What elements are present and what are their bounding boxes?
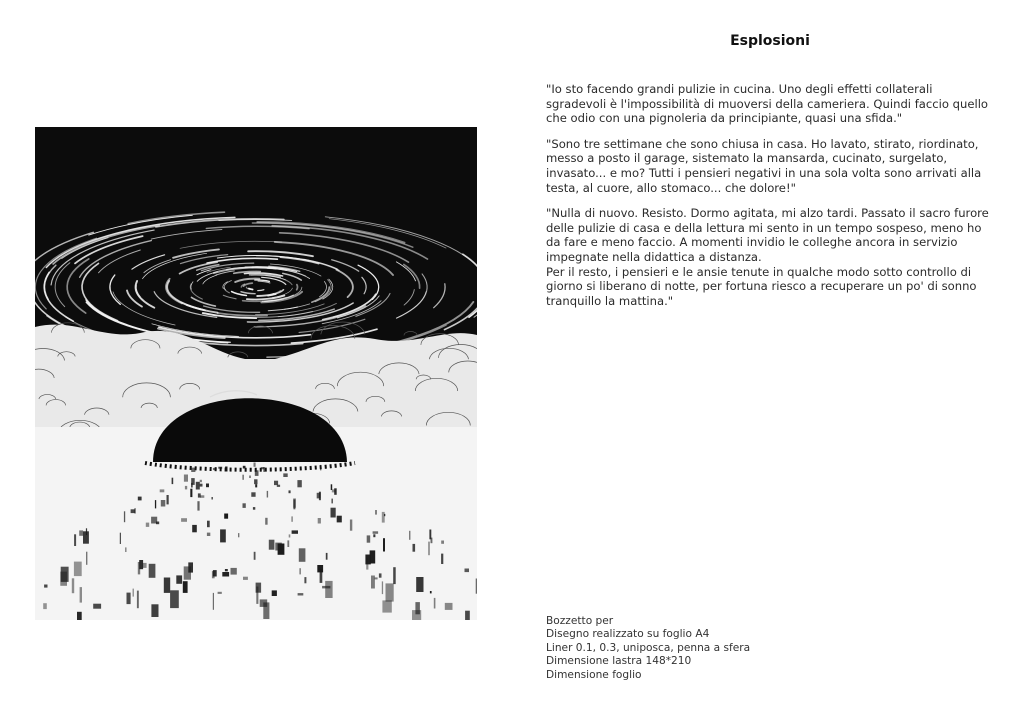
building-mark	[429, 542, 430, 556]
artwork-caption	[546, 615, 846, 682]
building-mark	[383, 538, 385, 551]
building-mark	[297, 480, 301, 487]
building-mark	[74, 534, 76, 546]
building-mark	[375, 510, 377, 515]
building-mark	[254, 479, 257, 484]
building-mark	[213, 570, 217, 576]
building-mark	[207, 521, 210, 528]
building-mark	[151, 604, 158, 617]
building-mark	[190, 489, 192, 497]
building-mark	[120, 533, 121, 544]
building-mark	[243, 577, 248, 580]
building-mark	[476, 579, 477, 594]
building-mark	[43, 603, 47, 609]
building-mark	[125, 547, 126, 552]
building-mark	[293, 498, 296, 507]
building-mark	[375, 577, 378, 579]
building-mark	[253, 507, 255, 510]
building-mark	[371, 576, 375, 589]
building-mark	[287, 540, 289, 547]
building-mark	[164, 578, 170, 593]
building-mark	[382, 600, 391, 612]
quote-paragraph: Per il resto, i pensieri e le ansie tenute in qualche modo sotto controllo di giorno si liberano di notte, per fortuna riesco a recuperare un po' di sonno tranquillo la mattina."	[546, 264, 977, 308]
building-mark	[181, 518, 187, 522]
explosion-drawing	[35, 127, 477, 620]
building-mark	[161, 500, 166, 507]
building-mark	[441, 541, 444, 544]
quotes-block	[546, 82, 996, 319]
building-mark	[137, 591, 139, 609]
building-mark	[326, 553, 328, 560]
building-mark	[373, 534, 375, 537]
building-mark	[465, 569, 470, 573]
building-mark	[318, 518, 321, 524]
building-mark	[434, 598, 436, 609]
building-mark	[211, 497, 213, 500]
building-mark	[191, 478, 195, 485]
building-mark	[86, 528, 87, 535]
building-mark	[382, 581, 383, 594]
building-mark	[192, 525, 197, 532]
building-mark	[331, 499, 333, 504]
building-mark	[373, 531, 379, 534]
building-mark	[213, 593, 214, 610]
building-mark	[156, 522, 159, 525]
building-mark	[254, 552, 256, 560]
building-mark	[74, 562, 82, 577]
building-mark	[44, 585, 47, 588]
building-mark	[299, 568, 301, 574]
building-mark	[367, 535, 371, 542]
building-mark	[188, 562, 193, 572]
building-mark	[382, 512, 385, 523]
building-mark	[291, 516, 292, 521]
building-mark	[278, 544, 285, 555]
building-mark	[384, 514, 385, 516]
building-mark	[365, 555, 370, 565]
building-mark	[222, 572, 229, 577]
building-mark	[441, 554, 443, 564]
building-mark	[176, 575, 182, 583]
building-mark	[207, 533, 210, 536]
building-mark	[86, 552, 87, 565]
page-title: Esplosioni	[730, 33, 810, 49]
building-mark	[386, 583, 394, 601]
building-mark	[274, 481, 278, 485]
building-mark	[267, 491, 268, 498]
building-mark	[183, 581, 188, 593]
building-mark	[93, 604, 101, 609]
building-mark	[197, 501, 199, 510]
quote-paragraph: "Io sto facendo grandi pulizie in cucina. Uno degli effetti collaterali sgradevoli è l'impossibilità di muoversi della cameriera. Quindi faccio quello che odio con una pignoleria da principiante, quasi una sfida."	[546, 82, 989, 126]
building-mark	[254, 463, 256, 467]
building-mark	[465, 611, 470, 620]
building-mark	[61, 567, 69, 582]
building-mark	[304, 577, 306, 583]
building-mark	[430, 591, 432, 593]
building-mark	[412, 610, 421, 620]
building-mark	[138, 562, 140, 574]
building-mark	[170, 590, 179, 608]
building-mark	[445, 603, 453, 610]
building-mark	[292, 530, 298, 533]
building-mark	[206, 484, 209, 488]
building-mark	[289, 534, 291, 537]
caption-line: Dimensione foglio	[546, 668, 642, 681]
building-mark	[325, 581, 332, 598]
building-mark	[319, 492, 321, 501]
building-mark	[260, 599, 268, 607]
building-mark	[160, 489, 165, 492]
building-mark	[184, 475, 188, 482]
quote-paragraph: "Nulla di nuovo. Resisto. Dormo agitata, mi alzo tardi. Passato il sacro furore delle pulizie di casa e della lettura mi sento in un tempo sospeso, meno ho da fare e meno faccio. A momenti invidio le colleghe ancora in servizio impegnate nella didattica a distanza.	[546, 206, 989, 264]
building-mark	[200, 480, 202, 482]
building-mark	[238, 533, 239, 537]
building-mark	[138, 497, 142, 501]
building-mark	[146, 523, 149, 527]
building-mark	[251, 492, 255, 497]
building-mark	[77, 612, 82, 620]
building-mark	[350, 520, 352, 531]
building-mark	[167, 495, 169, 504]
building-mark	[337, 516, 342, 523]
building-mark	[155, 500, 156, 508]
quote-paragraph: "Sono tre settimane che sono chiusa in casa. Ho lavato, stirato, riordinato, messo a posto il garage, sistemato la mansarda, cucinato, surgelato, invasato... e mo? Tutti i pensieri negativi in una sola volta sono arrivati alla testa, al cuore, allo stomaco... che dolore!"	[546, 136, 982, 195]
building-mark	[289, 490, 291, 493]
building-mark	[255, 484, 257, 487]
building-mark	[269, 540, 275, 550]
building-mark	[218, 592, 222, 594]
building-mark	[263, 467, 264, 472]
caption-line: Dimensione lastra 148*210	[546, 655, 692, 668]
building-mark	[196, 482, 200, 490]
building-mark	[409, 531, 410, 540]
building-mark	[225, 569, 228, 571]
building-mark	[283, 473, 287, 477]
building-mark	[331, 508, 336, 518]
building-mark	[317, 565, 323, 572]
caption-line: Liner 0.1, 0.3, uniposca, penna a sfera	[546, 641, 751, 654]
building-mark	[72, 578, 74, 593]
building-mark	[393, 567, 396, 584]
building-mark	[220, 529, 226, 542]
building-mark	[431, 538, 433, 544]
caption-line: Bozzetto per	[546, 615, 614, 627]
building-mark	[231, 568, 237, 575]
building-mark	[124, 511, 125, 522]
building-mark	[256, 583, 262, 593]
building-mark	[172, 478, 174, 484]
artwork-illustration	[35, 127, 477, 620]
building-mark	[200, 495, 204, 498]
building-mark	[79, 530, 83, 535]
building-mark	[80, 587, 82, 603]
building-mark	[413, 544, 416, 552]
building-mark	[243, 503, 246, 508]
building-mark	[298, 593, 304, 595]
building-mark	[200, 484, 203, 487]
building-mark	[299, 548, 306, 562]
building-mark	[127, 593, 131, 605]
caption-line: Disegno realizzato su foglio A4	[546, 628, 710, 641]
building-mark	[133, 589, 134, 597]
building-mark	[131, 509, 135, 513]
building-mark	[331, 484, 333, 490]
swirl-stroke	[249, 289, 253, 290]
building-mark	[243, 475, 244, 480]
building-mark	[416, 577, 423, 592]
building-mark	[332, 489, 336, 492]
building-mark	[272, 590, 277, 596]
swirl-stroke	[297, 285, 298, 290]
building-mark	[265, 518, 267, 525]
building-mark	[224, 514, 228, 519]
building-mark	[149, 564, 156, 578]
building-mark	[249, 476, 251, 479]
building-mark	[185, 486, 187, 490]
building-mark	[379, 573, 382, 577]
